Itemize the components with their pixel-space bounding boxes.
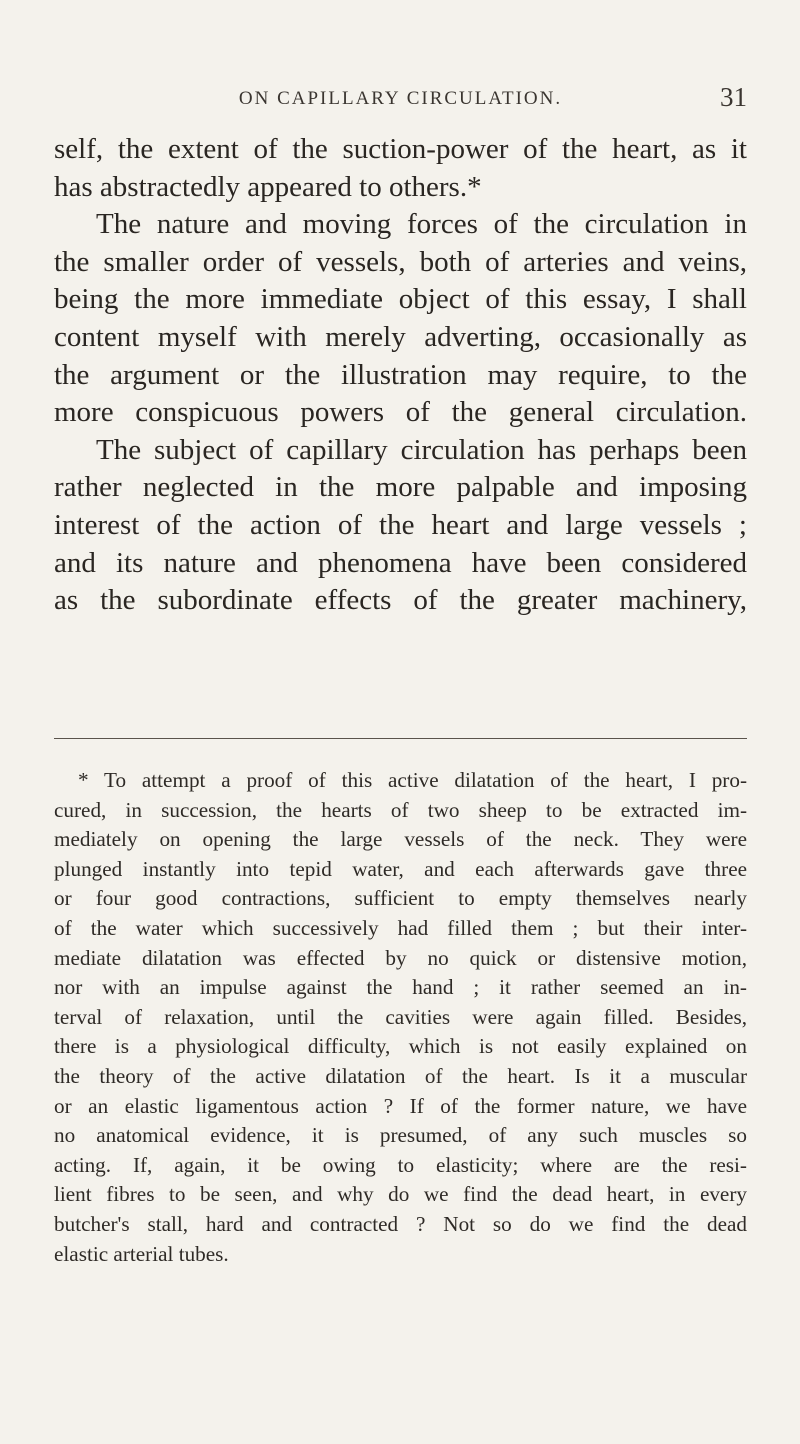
footnote	[54, 766, 747, 1269]
footnote-line: mediately on opening the large vessels of the neck. They were	[54, 827, 747, 852]
footnote-line: acting. If, again, it be owing to elasticity; where are the resi-	[54, 1152, 747, 1177]
body-line: as the subordinate effects of the greater machinery,	[54, 584, 747, 617]
footnote-line: mediate dilatation was effected by no quick or distensive motion,	[54, 945, 747, 970]
body-line: self, the extent of the suction-power of the heart, as it	[54, 133, 747, 165]
footnote-line: * To attempt a proof of this active dilatation of the heart, I pro-	[78, 768, 747, 792]
body-line: rather neglected in the more palpable and imposing	[54, 471, 747, 504]
body-line: has abstractedly appeared to others.*	[54, 170, 482, 203]
body-line: the smaller order of vessels, both of arteries and veins,	[54, 245, 747, 278]
body-line: more conspicuous powers of the general circulation.	[54, 396, 747, 429]
footnote-line: lient fibres to be seen, and why do we find the dead heart, in every	[54, 1182, 747, 1207]
footnote-line: the theory of the active dilatation of the heart. Is it a muscular	[54, 1063, 747, 1088]
footnote-line: elastic arterial tubes.	[54, 1241, 229, 1266]
body-line: The subject of capillary circulation has perhaps been	[96, 433, 747, 466]
footnote-divider	[54, 738, 747, 739]
footnote-line: there is a physiological difficulty, which is not easily explained on	[54, 1034, 747, 1059]
body-line: content myself with merely adverting, occasionally as	[54, 320, 747, 353]
footnote-line: butcher's stall, hard and contracted ? Not so do we find the dead	[54, 1211, 747, 1236]
page-number: 31	[720, 82, 747, 112]
footnote-line: terval of relaxation, until the cavities were again filled. Besides,	[54, 1004, 747, 1029]
body-line: being the more immediate object of this essay, I shall	[54, 283, 747, 316]
footnote-line: plunged instantly into tepid water, and each afterwards gave three	[54, 856, 747, 881]
footnote-line: of the water which successively had filled them ; but their inter-	[54, 915, 747, 940]
body-text	[54, 131, 747, 620]
body-line: and its nature and phenomena have been considered	[54, 546, 747, 579]
footnote-line: or an elastic ligamentous action ? If of the former nature, we have	[54, 1093, 747, 1118]
footnote-line: or four good contractions, sufficient to empty themselves nearly	[54, 886, 747, 911]
running-head	[54, 82, 747, 118]
footnote-line: cured, in succession, the hearts of two sheep to be extracted im-	[54, 797, 747, 822]
body-line: interest of the action of the heart and large vessels ;	[54, 508, 747, 541]
running-title: ON CAPILLARY CIRCULATION.	[238, 88, 563, 109]
footnote-line: nor with an impulse against the hand ; it rather seemed an in-	[54, 975, 747, 1000]
footnote-line: no anatomical evidence, it is presumed, of any such muscles so	[54, 1123, 747, 1148]
body-line: The nature and moving forces of the circulation in	[96, 208, 747, 241]
body-line: the argument or the illustration may require, to the	[54, 358, 747, 391]
